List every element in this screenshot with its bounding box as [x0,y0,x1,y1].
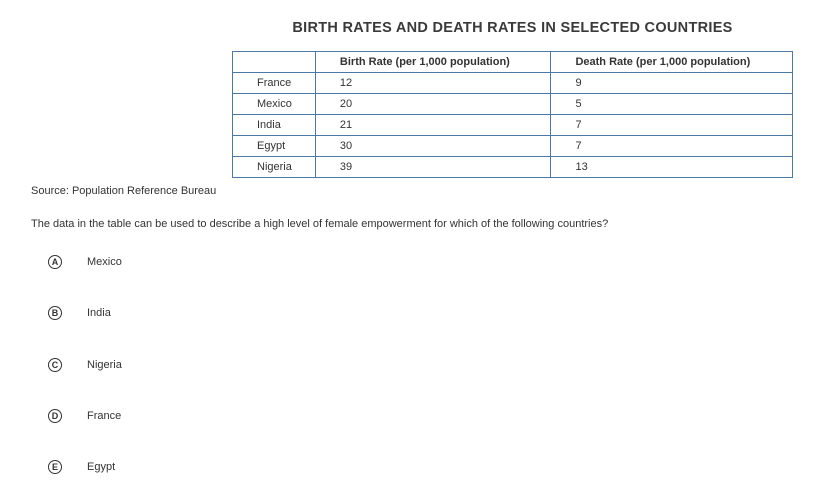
choice-label: France [87,410,122,422]
header-country [233,52,316,73]
choice-letter-badge: C [48,358,62,372]
cell-death-rate: 9 [551,73,793,94]
data-table [232,51,793,178]
choice-letter-badge: B [48,306,62,320]
cell-birth-rate: 20 [315,94,551,115]
table-row [233,115,793,136]
cell-birth-rate: 39 [315,157,551,178]
table-row [233,157,793,178]
answer-choice-e[interactable] [48,458,115,476]
answer-choice-c[interactable] [48,356,122,374]
choice-letter-badge: D [48,409,62,423]
cell-country: Nigeria [233,157,316,178]
header-death-rate: Death Rate (per 1,000 population) [551,52,793,73]
cell-country: India [233,115,316,136]
table-header-row [233,52,793,73]
cell-country: Mexico [233,94,316,115]
choice-label: Mexico [87,256,122,268]
question-text: The data in the table can be used to describe a high level of female empowerment for which of the following countries? [31,218,609,230]
cell-birth-rate: 12 [315,73,551,94]
cell-death-rate: 13 [551,157,793,178]
table-row [233,136,793,157]
cell-death-rate: 7 [551,115,793,136]
cell-country: Egypt [233,136,316,157]
choice-letter-badge: A [48,255,62,269]
table-row [233,94,793,115]
choice-letter-badge: E [48,460,62,474]
answer-choice-d[interactable] [48,407,121,425]
table-row [233,73,793,94]
cell-death-rate: 7 [551,136,793,157]
choice-label: Egypt [87,461,116,473]
choice-label: Nigeria [87,359,122,371]
header-birth-rate: Birth Rate (per 1,000 population) [315,52,551,73]
table-title: BIRTH RATES AND DEATH RATES IN SELECTED COUNTRIES [292,20,733,36]
source-note: Source: Population Reference Bureau [31,185,217,197]
choice-label: India [87,307,111,319]
cell-birth-rate: 21 [315,115,551,136]
cell-birth-rate: 30 [315,136,551,157]
cell-country: France [233,73,316,94]
answer-choice-b[interactable] [48,304,111,322]
answer-choice-a[interactable] [48,253,122,271]
cell-death-rate: 5 [551,94,793,115]
